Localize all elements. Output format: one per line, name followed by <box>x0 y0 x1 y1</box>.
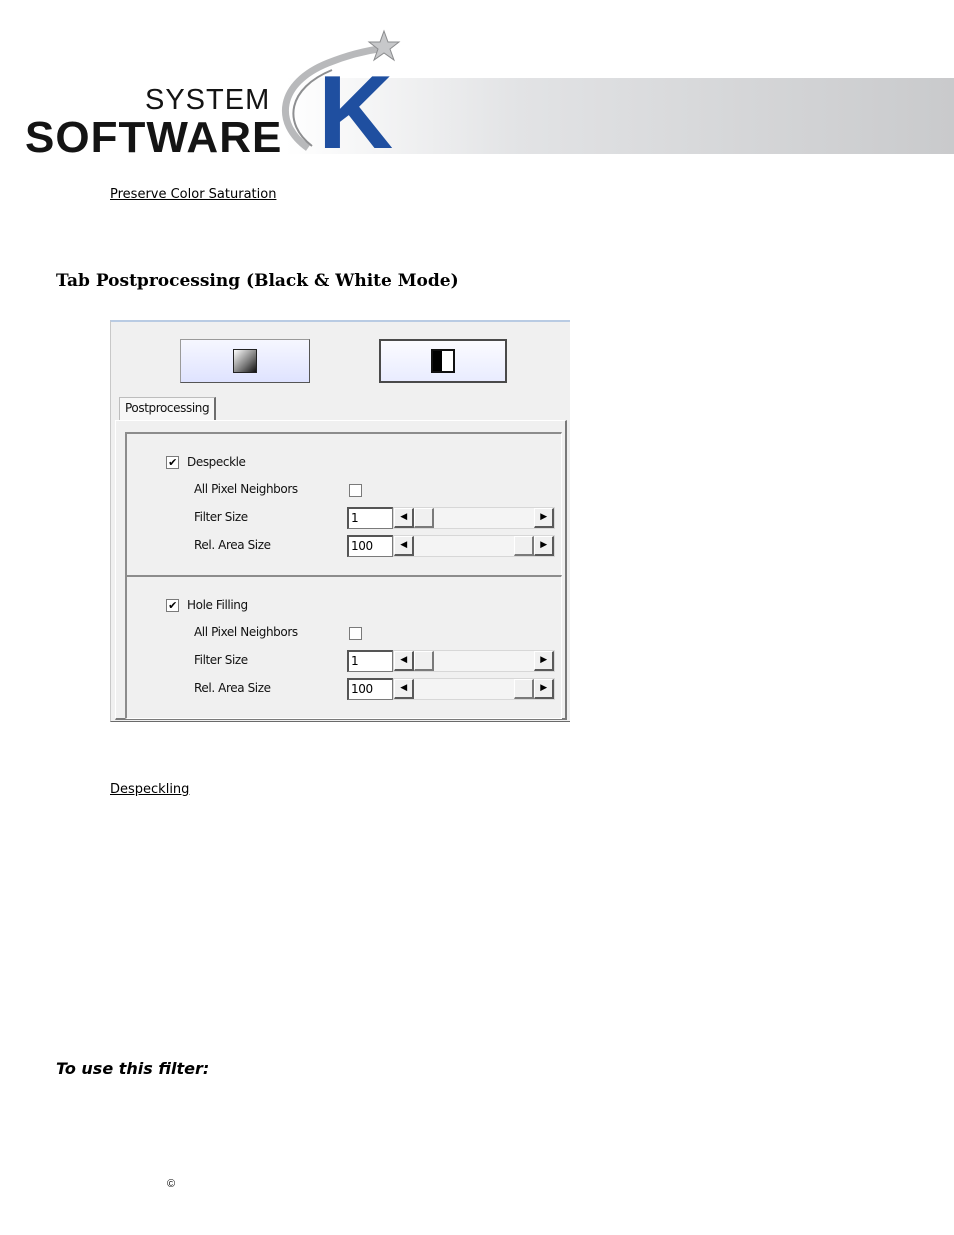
scroll-right-arrow-icon[interactable]: ▶ <box>534 508 554 528</box>
scroll-left-arrow-icon[interactable]: ◀ <box>394 508 414 528</box>
scroll-right-arrow-icon[interactable]: ▶ <box>534 651 554 671</box>
link-despeckling[interactable]: Despeckling <box>110 782 190 797</box>
color-mode-button[interactable] <box>180 339 310 383</box>
subheading-to-use-this-filter: To use this filter: <box>56 1059 210 1078</box>
despeckle-checkbox[interactable]: ✔ <box>166 456 179 469</box>
all-pixel-neighbors-label: All Pixel Neighbors <box>194 625 298 639</box>
gradient-icon <box>233 349 257 373</box>
despeckle-rel-area-slider[interactable] <box>393 535 555 557</box>
logo-software-text: SOFTWARE <box>25 113 283 162</box>
hole-filling-filter-size-slider[interactable] <box>393 650 555 672</box>
logo-system-text: SYSTEM <box>145 84 271 116</box>
filter-size-label: Filter Size <box>194 510 248 524</box>
hole-filling-filter-size-row <box>127 650 561 672</box>
despeckle-filter-size-slider[interactable] <box>393 507 555 529</box>
hole-filling-header-row <box>127 595 561 617</box>
hole-filling-label: Hole Filling <box>187 598 248 612</box>
scroll-right-arrow-icon[interactable]: ▶ <box>534 679 554 699</box>
tab-postprocessing[interactable]: Postprocessing <box>119 397 216 421</box>
rel-area-size-label: Rel. Area Size <box>194 538 271 552</box>
despeckle-filter-size-row <box>127 507 561 529</box>
all-pixel-neighbors-label: All Pixel Neighbors <box>194 482 298 496</box>
despeckle-group <box>125 432 562 576</box>
slider-thumb[interactable] <box>514 679 534 699</box>
despeckle-label: Despeckle <box>187 455 246 469</box>
hole-filling-all-pixel-checkbox[interactable] <box>349 627 362 640</box>
despeckle-rel-area-row <box>127 535 561 557</box>
scroll-right-arrow-icon[interactable]: ▶ <box>534 536 554 556</box>
hole-filling-group <box>125 575 562 719</box>
slider-thumb[interactable] <box>514 536 534 556</box>
slider-thumb[interactable] <box>414 651 434 671</box>
heading-tab-postprocessing: Tab Postprocessing (Black & White Mode) <box>56 271 459 291</box>
hole-filling-all-pixel-row <box>127 622 561 644</box>
filter-size-label: Filter Size <box>194 653 248 667</box>
black-white-mode-button[interactable] <box>379 339 507 383</box>
despeckle-rel-area-field[interactable]: 100 <box>347 535 393 557</box>
despeckle-header-row <box>127 452 561 474</box>
hole-filling-rel-area-slider[interactable] <box>393 678 555 700</box>
slider-thumb[interactable] <box>414 508 434 528</box>
rel-area-size-label: Rel. Area Size <box>194 681 271 695</box>
hole-filling-rel-area-row <box>127 678 561 700</box>
despeckle-filter-size-field[interactable]: 1 <box>347 507 393 529</box>
despeckle-all-pixel-checkbox[interactable] <box>349 484 362 497</box>
link-preserve-color-saturation[interactable]: Preserve Color Saturation <box>110 187 277 202</box>
postprocessing-dialog <box>110 320 570 722</box>
hole-filling-checkbox[interactable]: ✔ <box>166 599 179 612</box>
scroll-left-arrow-icon[interactable]: ◀ <box>394 679 414 699</box>
black-white-icon <box>431 349 455 373</box>
copyright-symbol: © <box>167 1178 176 1190</box>
hole-filling-filter-size-field[interactable]: 1 <box>347 650 393 672</box>
scroll-left-arrow-icon[interactable]: ◀ <box>394 536 414 556</box>
despeckle-all-pixel-row <box>127 479 561 501</box>
logo-k-letter: K <box>318 55 394 171</box>
scroll-left-arrow-icon[interactable]: ◀ <box>394 651 414 671</box>
hole-filling-rel-area-field[interactable]: 100 <box>347 678 393 700</box>
